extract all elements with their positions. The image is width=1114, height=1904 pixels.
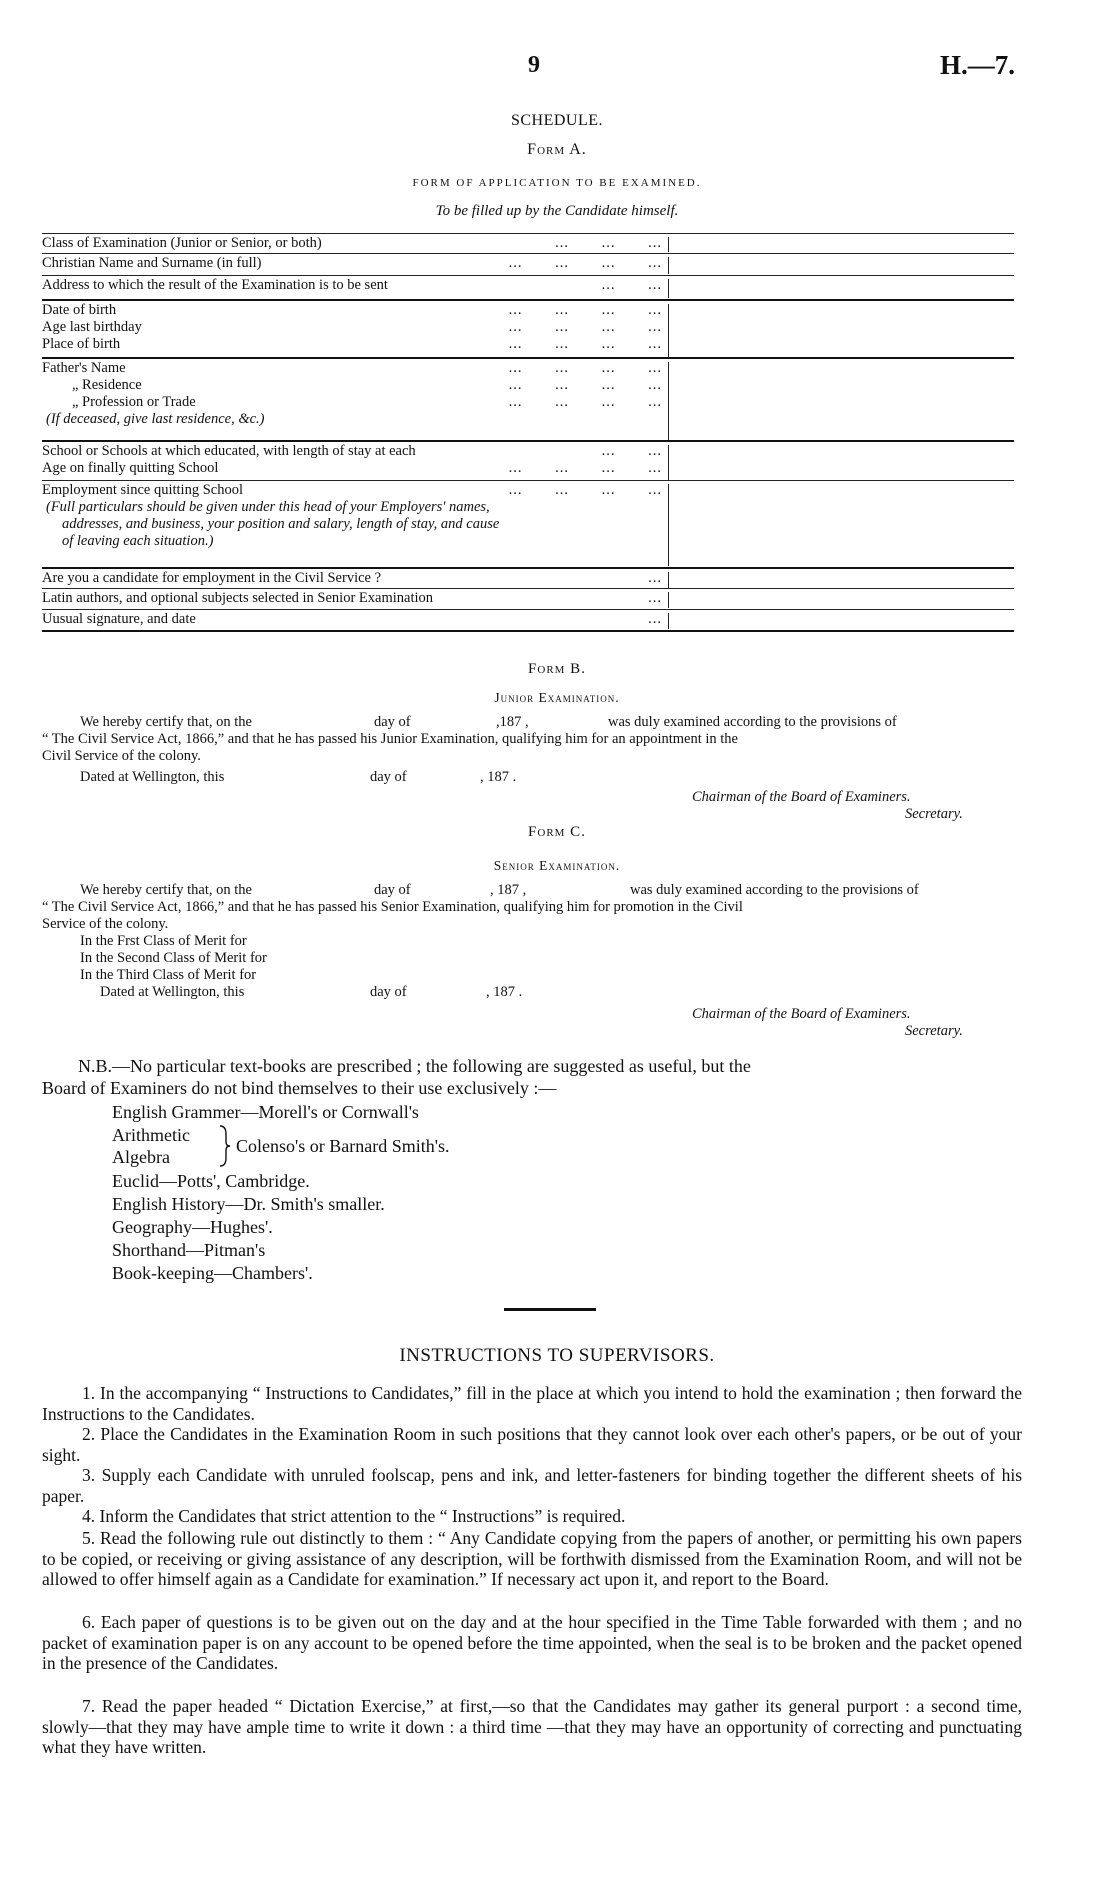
form-a-column-divider [668,592,669,608]
form-a-answer-field[interactable] [670,442,1014,482]
instruction-item: 5. Read the following rule out distinctly to them : “ Any Candidate copying from the papers of another, or permitting his own papers to be copied, or receiving or giving assistance of any description, will be forthwith dismissed from the Examination Room, and will not be allowed to offer himself again as a Candidate for examination.” If necessary act upon it, and report to the Board. [42,1528,1022,1589]
book-colenso: Colenso's or Barnard Smith's. [236,1136,450,1156]
form-a-row [42,299,1014,359]
form-a-label-line: addresses, and business, your position and salary, length of stay, and cause [62,516,500,532]
instruction-item: 4. Inform the Candidates that strict attention to the “ Instructions” is required. [82,1506,626,1526]
form-a-label-line: „ Residence [72,377,142,393]
instruction-item: 3. Supply each Candidate with unruled foolscap, pens and ink, and letter-fasteners for binding together the different sheets of his paper. [42,1465,1022,1506]
form-a-label-line: of leaving each situation.) [62,533,214,549]
form-c-merit-second: In the Second Class of Merit for [80,950,267,966]
book-geography: Geography—Hughes'. [112,1217,273,1237]
form-a-leader-dots: ... ... ... ... [508,336,662,352]
form-a-leader-dots: ... ... ... ... [508,319,662,335]
form-a-leader-dots: ... ... ... ... [508,255,662,271]
form-a-answer-field[interactable] [670,276,1014,300]
form-a-label-line: Date of birth [42,302,117,318]
form-c-certify-d: was duly examined according to the provisions of [630,882,919,898]
form-b-certify-b: day of [374,714,411,730]
form-a-row-label [42,590,662,607]
form-c-merit-third: In the Third Class of Merit for [80,967,257,983]
form-c-secretary: Secretary. [905,1023,963,1039]
form-a-row-label [42,277,662,294]
book-grammar: English Grammer—Morell's or Cornwall's [112,1102,419,1122]
form-b-secretary: Secretary. [905,806,963,822]
form-b-subtitle: Junior Examination. [494,690,620,705]
form-b-certify-d: was duly examined according to the provisions of [608,714,897,730]
form-c-merit-first: In the Frst Class of Merit for [80,933,247,949]
page-number: 9 [528,52,540,78]
book-algebra: Algebra [112,1147,170,1167]
form-a-column-divider [668,484,669,566]
form-a-leader-dots: ... ... ... ... [508,302,662,318]
form-a-leader-dots: ... ... [601,443,662,459]
form-a-instruction: To be filled up by the Candidate himself. [435,203,679,219]
form-a-label-line: Place of birth [42,336,121,352]
form-a-row [42,588,1014,610]
form-a-label-line: (If deceased, give last residence, &c.) [46,411,265,427]
form-a-answer-field[interactable] [670,301,1014,359]
form-a-column-divider [668,257,669,274]
book-bookkeeping: Book-keeping—Chambers'. [112,1263,313,1283]
form-c-certify-c: , 187 , [490,882,527,898]
form-c-subtitle: Senior Examination. [493,858,621,873]
form-a-row-label [42,570,662,587]
form-b-chairman: Chairman of the Board of Examiners. [692,789,911,805]
document-code: H.—7. [940,50,1016,80]
form-c-dated-c: , 187 . [486,984,523,1000]
form-a-row [42,357,1014,442]
form-a-column-divider [668,362,669,440]
form-a-label-line: Employment since quitting School [42,482,243,498]
form-a-label-line: „ Profession or Trade [72,394,196,410]
form-a-row [42,275,1014,300]
form-c-chairman: Chairman of the Board of Examiners. [692,1006,911,1022]
form-a-leader-dots: ... ... ... [555,235,662,251]
book-history: English History—Dr. Smith's smaller. [112,1194,385,1214]
book-arithmetic: Arithmetic [112,1125,190,1145]
instructions-title: INSTRUCTIONS TO SUPERVISORS. [399,1345,715,1366]
form-a-bottom-rule [42,630,1014,632]
form-a-label-line: Uusual signature, and date [42,611,196,627]
form-a-leader-dots: ... ... ... ... [508,460,662,476]
form-b-dated-c: , 187 . [480,769,517,785]
form-a-label-line: (Full particulars should be given under this head of your Employers' names, [46,499,490,515]
brace-icon [218,1124,232,1168]
instruction-item: 2. Place the Candidates in the Examination Room in such positions that they cannot look over each other's papers, or be out of your sight. [42,1424,1022,1465]
form-c-certify-b: day of [374,882,411,898]
form-a-answer-field[interactable] [670,589,1014,610]
form-a-leader-dots: ... ... ... ... [508,360,662,376]
form-a-leader-dots: ... ... ... ... [508,394,662,410]
form-a-row [42,440,1014,482]
form-b-title: Form B. [528,661,586,677]
form-a-row-label [42,611,662,628]
form-a-row [42,609,1014,631]
form-a-column-divider [668,445,669,480]
form-a-answer-field[interactable] [670,481,1014,568]
form-a-row [42,567,1014,590]
form-a-column-divider [668,304,669,357]
form-a-label-line: Are you a candidate for employment in the Civil Service ? [42,570,382,586]
section-divider [504,1308,596,1311]
form-a-row [42,480,1014,568]
form-a-leader-dots: ... [648,611,662,627]
form-c-certify-line3: Service of the colony. [42,916,169,932]
form-a-label-line: Father's Name [42,360,126,376]
form-a-subtitle: FORM OF APPLICATION TO BE EXAMINED. [412,177,702,189]
form-c-dated-a: Dated at Wellington, this [100,984,245,1000]
form-a-answer-field[interactable] [670,610,1014,631]
form-c-dated-b: day of [370,984,407,1000]
form-a-answer-field[interactable] [670,254,1014,276]
form-b-certify-c: ,187 , [496,714,529,730]
nb-line2: Board of Examiners do not bind themselves to their use exclusively :— [42,1078,557,1098]
form-b-certify-a: We hereby certify that, on the [80,714,252,730]
form-a-answer-field[interactable] [670,569,1014,590]
form-a-label-line: Age last birthday [42,319,142,335]
form-a-column-divider [668,613,669,629]
form-a-label-line: Age on finally quitting School [42,460,219,476]
form-c-certify-line2: “ The Civil Service Act, 1866,” and that he has passed his Senior Examination, qualifying him for promotion in the Civil [42,899,743,915]
form-a-column-divider [668,279,669,298]
instruction-item: 1. In the accompanying “ Instructions to Candidates,” fill in the place at which you intend to hold the examination ; then forward the Instructions to the Candidates. [42,1383,1022,1424]
nb-line1: N.B.—No particular text-books are prescribed ; the following are suggested as useful, but the [78,1056,751,1076]
form-a-row [42,233,1014,254]
form-a-title: Form A. [527,141,587,158]
instruction-item: 6. Each paper of questions is to be given out on the day and at the hour specified in the Time Table forwarded with them ; and no packet of examination paper is on any account to be opened before the time appointed, when the seal is to be broken and the packet opened in the presence of the Candidates. [42,1612,1022,1673]
form-a-leader-dots: ... ... ... ... [508,377,662,393]
form-b-dated-b: day of [370,769,407,785]
form-a-leader-dots: ... ... [601,277,662,293]
form-a-label-line: Address to which the result of the Examination is to be sent [42,277,388,293]
form-a-answer-field[interactable] [670,359,1014,442]
form-a-row [42,253,1014,276]
form-a-leader-dots: ... ... ... ... [508,482,662,498]
form-c-title: Form C. [528,824,586,840]
form-a-column-divider [668,572,669,588]
form-c-certify-a: We hereby certify that, on the [80,882,252,898]
form-a-leader-dots: ... [648,570,662,586]
form-a-label-line: Christian Name and Surname (in full) [42,255,262,271]
form-a-leader-dots: ... [648,590,662,606]
form-a-column-divider [668,237,669,252]
instruction-item: 7. Read the paper headed “ Dictation Exercise,” at first,—so that the Candidates may gather its general purport : a second time, slowly—that they may have ample time to write it down : a third time —that they may have an opportunity of correcting and punctuating what they have written. [42,1696,1022,1757]
form-b-dated-a: Dated at Wellington, this [80,769,225,785]
book-shorthand: Shorthand—Pitman's [112,1240,266,1260]
form-b-certify-line2: “ The Civil Service Act, 1866,” and that he has passed his Junior Examination, qualifying him for an appointment in the [42,731,738,747]
schedule-title: SCHEDULE. [510,112,604,129]
form-b-certify-line3: Civil Service of the colony. [42,748,201,764]
form-a-label-line: Class of Examination (Junior or Senior, or both) [42,235,322,251]
form-a-answer-field[interactable] [670,234,1014,254]
book-euclid: Euclid—Potts', Cambridge. [112,1171,310,1191]
form-a-label-line: School or Schools at which educated, with length of stay at each [42,443,416,459]
form-a-label-line: Latin authors, and optional subjects selected in Senior Examination [42,590,434,606]
